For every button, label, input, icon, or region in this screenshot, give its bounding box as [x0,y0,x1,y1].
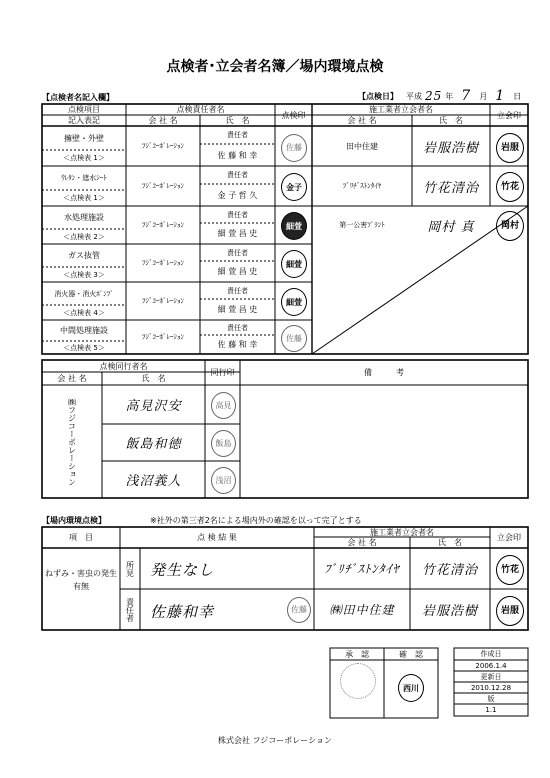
header-witness-seal: 立会印 [497,110,521,120]
row2-item: ｳﾚﾀﾝ・遮水ｼｰﾄ [61,174,107,182]
companion-company-header: 会 社 名 [57,374,87,383]
month: 7 [461,88,472,104]
row1-item: 擁壁・外壁 [64,133,104,143]
row3-name: 細 萱 昌 史 [217,229,258,238]
companion-seal-1-icon: 高見 [211,392,236,419]
row5-chief: 責任者 [227,286,248,295]
companion-name-1: 高見沢安 [125,399,182,414]
s2-seal-header: 立会印 [497,533,521,542]
row1-contractor-company: 田中住建 [346,141,378,151]
row2-name: 金 子 哲 久 [217,190,258,200]
s2-company-header: 会 社 名 [347,538,377,547]
section2-note: ※社外の第三者2名による場内外の確認を以って完了とする [150,515,362,525]
s2-finding-label: 所見 [125,560,135,577]
header-item: 点検項目 [68,105,100,114]
row1-contractor-name: 岩服浩樹 [422,140,479,156]
row3-contractor-name: 岡村 真 [427,219,475,235]
version-label: 版 [487,694,495,703]
confirm-seal-icon: 西川 [398,674,424,702]
confirm-label: 確 認 [399,649,423,659]
row6-chief: 責任者 [227,323,248,332]
row6-name: 佐 藤 和 幸 [217,340,258,349]
companion-name-3: 浅沼義人 [125,474,182,489]
row3-table: ＜点検表 2＞ [63,232,105,241]
page-title: 点検者･立会者名簿／場内環境点検 [166,59,384,75]
s2-row2-seal-icon: 岩服 [496,596,524,626]
row3-company: ﾌｼﾞｺｰﾎﾟﾚｰｼｮﾝ [142,221,184,229]
row2-chief: 責任者 [227,171,248,179]
era: 平成 [406,91,422,101]
header-contractor-company: 会 社 名 [347,116,377,125]
s2-row1-company: ﾌﾞﾘﾁﾞｽﾄﾝﾀｲﾔ [324,562,400,576]
header-contractor: 施工業者立会者名 [369,105,433,114]
row5-company: ﾌｼﾞｺｰﾎﾟﾚｰｼｮﾝ [142,297,184,305]
day: 1 [495,88,506,104]
header-name: 氏 名 [225,116,250,125]
row4-name: 細 萱 昌 史 [217,267,258,276]
row1-company: ﾌｼﾞｺｰﾎﾟﾚｰｼｮﾝ [142,142,184,150]
row3-item: 水処理施設 [64,213,104,222]
created-date: 2006.1.4 [475,661,507,670]
approval-stamp-icon [340,663,376,699]
s2-result-header: 点 検 結 果 [197,533,237,542]
row4-inspect-seal-icon: 細萱 [281,250,307,278]
row6-company: ﾌｼﾞｺｰﾎﾟﾚｰｼｮﾝ [142,333,184,341]
row2-table: ＜点検表 1＞ [63,194,105,202]
companion-company: ㈱フジコーポレーション [67,398,77,486]
s2-item-header: 項 目 [69,533,93,542]
row4-company: ﾌｼﾞｺｰﾎﾟﾚｰｼｮﾝ [142,259,184,267]
s2-chief-seal-icon: 佐藤 [287,597,311,623]
footer-company: 株式会社 フジコーポレーション [218,735,332,745]
row2-witness-seal-icon: 竹花 [496,172,524,202]
companion-name-2: 飯島和徳 [125,437,182,452]
date-label: 【点検日】 [358,91,398,101]
header-responsible: 点検責任者名 [176,105,225,114]
month-unit: 月 [479,91,488,101]
row3-witness-seal-icon: 岡村 [496,211,524,241]
s2-name-header: 氏 名 [438,538,462,547]
row5-item: 消火器・消火ﾎﾟﾝﾌﾟ [54,289,114,298]
s2-chief-name: 佐藤和幸 [150,602,215,621]
row2-inspect-seal-icon: 金子 [281,173,307,201]
companion-name-header: 氏 名 [141,374,166,383]
header-company: 会 社 名 [148,116,178,125]
row5-name: 細 萱 昌 史 [217,305,258,314]
row5-inspect-seal-icon: 細萱 [281,288,307,316]
year: 25 [425,89,443,103]
s2-contractor-header: 施工業者立会者名 [370,527,434,537]
row4-item: ガス抜管 [68,251,100,260]
companion-seal-header: 同行印 [210,368,235,377]
year-unit: 年 [445,91,454,101]
s2-finding: 発生なし [150,560,215,579]
version-value: 1.1 [485,706,497,714]
row3-contractor-company: 第一公害ﾌﾟﾗﾝﾄ [339,221,385,229]
section1-label: 【点検者名記入欄】 [42,92,114,102]
row1-witness-seal-icon: 岩服 [496,133,524,163]
created-label: 作成日 [480,650,502,658]
row1-inspect-seal-icon: 佐藤 [281,134,307,162]
row3-chief: 責任者 [227,210,248,219]
row1-name: 佐 藤 和 幸 [217,150,258,160]
s2-row2-company: ㈱田中住建 [329,603,395,617]
s2-row2-name: 岩服浩樹 [421,604,478,619]
remarks-header: 備 考 [364,368,404,377]
row3-inspect-seal-icon: 細萱 [281,212,307,240]
day-unit: 日 [513,91,522,101]
s2-row1-seal-icon: 竹花 [496,555,524,585]
row6-item: 中間処理施設 [60,326,108,335]
row2-contractor-name: 竹花清治 [422,180,479,196]
header-record: 記入表記 [68,116,100,125]
row2-company: ﾌｼﾞｺｰﾎﾟﾚｰｼｮﾝ [142,182,184,190]
section2-label: 【場内環境点検】 [42,515,106,525]
s2-chief-label: 責任者 [125,597,135,622]
updated-label: 更新日 [480,672,502,681]
row4-chief: 責任者 [227,248,248,257]
row4-table: ＜点検表 3＞ [63,270,105,279]
header-contractor-name: 氏 名 [439,116,463,125]
approve-label: 承 認 [345,649,369,659]
s2-row1-name: 竹花清治 [421,563,478,578]
companion-seal-3-icon: 浅沼 [211,467,236,494]
row2-contractor-company: ﾌﾞﾘﾁﾞｽﾄﾝﾀｲﾔ [342,182,382,190]
header-inspect-seal: 点検印 [281,110,306,120]
updated-date: 2010.12.28 [470,683,512,692]
row1-table: ＜点検表 1＞ [63,154,105,162]
row6-table: ＜点検表 5＞ [63,343,105,352]
row6-inspect-seal-icon: 佐藤 [281,325,307,352]
row1-chief: 責任者 [227,131,248,139]
s2-item: ねずみ・害虫の発生有無 [45,569,117,591]
companion-seal-2-icon: 飯島 [211,430,236,457]
companion-header: 点検同行者名 [99,361,148,371]
row5-table: ＜点検表 4＞ [63,308,105,317]
